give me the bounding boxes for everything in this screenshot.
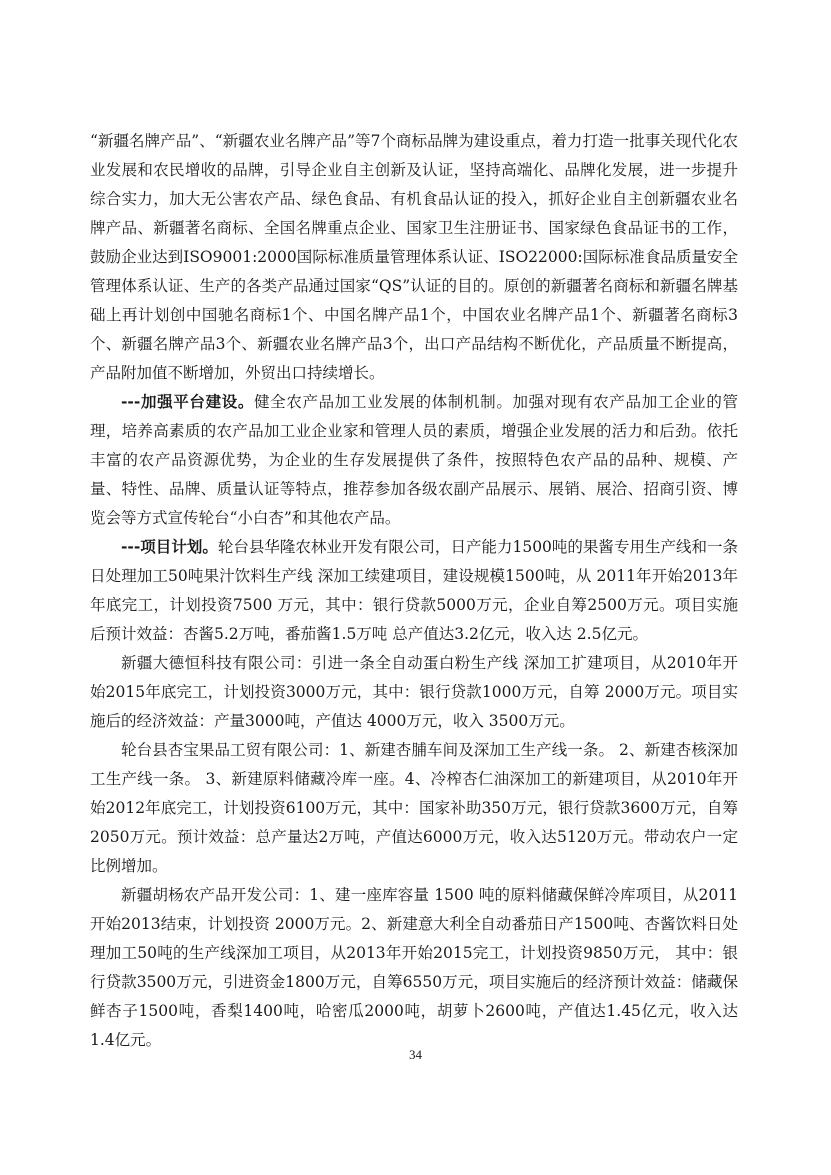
paragraph-lead-heading: ---加强平台建设。 [121,393,255,411]
paragraph-dadeheng-project [90,649,738,736]
paragraph-text: 轮台县华隆农林业开发有限公司，日产能力1500吨的果酱专用生产线和一条日处理加工50吨果汁饮料生产线 深加工续建项目，建设规模1500吨，从 2011年开始2013年年底完工，计划投资7500 万元，其中：银行贷款5000万元，企业自筹2500万元。项目实施后预计效益：杏酱5.2万吨，番茄酱1.5万吨 总产值达3.2亿元，收入达 2.5亿元。 [90,538,738,643]
paragraph-project-plan [90,533,738,649]
paragraph-lead-heading: ---项目计划。 [121,538,218,556]
paragraph-text: 新疆大德恒科技有限公司：引进一条全自动蛋白粉生产线 深加工扩建项目，从2010年开始2015年底完工，计划投资3000万元，其中：银行贷款1000万元，自筹 2000万元。项目实施后的经济效益：产量3000吨，产值达 4000万元，收入 3500万元。 [90,654,738,730]
paragraph-brand-building [90,127,738,388]
paragraph-text: “新疆名牌产品”、“新疆农业名牌产品”等7个商标品牌为建设重点，着力打造一批事关现代化农业发展和农民增收的品牌，引导企业自主创新及认证，坚持高端化、品牌化发展，进一步提升综合实力，加大无公害农产品、绿色食品、有机食品认证的投入，抓好企业自主创新疆农业名牌产品、新疆著名商标、全国名牌重点企业、国家卫生注册证书、国家绿色食品证书的工作，鼓励企业达到ISO9001:2000国际标准质量管理体系认证、ISO22000:国际标准食品质量安全管理体系认证、生产的各类产品通过国家“QS”认证的目的。原创的新疆著名商标和新疆名牌基础上再计划创中国驰名商标1个、中国名牌产品1个，中国农业名牌产品1个、新疆著名商标3个、新疆名牌产品3个、新疆农业名牌产品3个，出口产品结构不断优化，产品质量不断提高，产品附加值不断增加，外贸出口持续增长。 [90,132,738,382]
document-body [90,127,738,1055]
paragraph-text: 轮台县杏宝果品工贸有限公司：1、新建杏脯车间及深加工生产线一条。 2、新建杏核深加工生产线一条。 3、新建原料储藏冷库一座。4、冷榨杏仁油深加工的新建项目，从2010年开始2012年底完工，计划投资6100万元，其中：国家补助350万元，银行贷款3600万元，自筹2050万元。预计效益：总产量达2万吨，产值达6000万元，收入达5120万元。带动农户一定比例增加。 [90,741,738,875]
paragraph-text: 新疆胡杨农产品开发公司：1、建一座库容量 1500 吨的原料储藏保鲜冷库项目，从2011开始2013结束，计划投资 2000万元。2、新建意大利全自动番茄日产1500吨、杏酱饮料日处理加工50吨的生产线深加工项目，从2013年开始2015完工，计划投资9850万元， 其中：银行贷款3500万元，引进资金1800万元，自筹6550万元，项目实施后的经济预计效益：储藏保鲜杏子1500吨，香梨1400吨，哈密瓜2000吨，胡萝卜2600吨，产值达1.45亿元，收入达1.4亿元。 [90,886,738,1049]
paragraph-huyang-project [90,881,738,1055]
paragraph-text: 健全农产品加工业发展的体制机制。加强对现有农产品加工企业的管理，培养高素质的农产品加工业企业家和管理人员的素质，增强企业发展的活力和后劲。依托丰富的农产品资源优势，为企业的生存发展提供了条件，按照特色农产品的品种、规模、产量、特性、品牌、质量认证等特点，推荐参加各级农副产品展示、展销、展洽、招商引资、博览会等方式宣传轮台“小白杏”和其他农产品。 [90,393,738,527]
page-number: 34 [409,1047,422,1062]
paragraph-platform-building [90,388,738,533]
paragraph-xingbao-project [90,736,738,881]
